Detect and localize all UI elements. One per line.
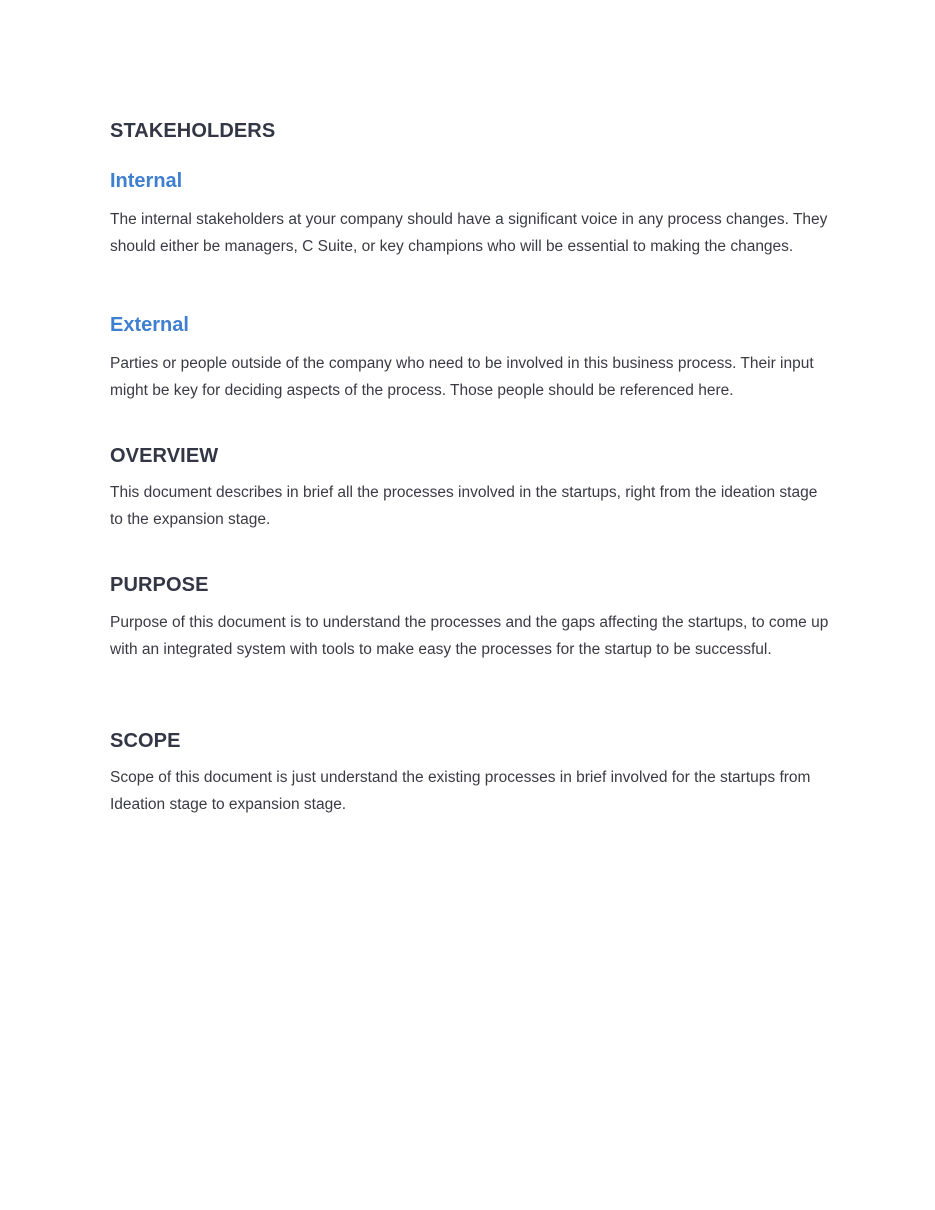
scope-paragraph: Scope of this document is just understand the existing processes in brief involved for the startups from Ideation stage to expansion stage. [110, 769, 811, 813]
overview-paragraph: This document describes in brief all the processes involved in the startups, right from the ideation stage to the expansion stage. [110, 484, 818, 528]
stakeholders-heading: STAKEHOLDERS [110, 120, 276, 142]
scope-heading: SCOPE [110, 730, 181, 752]
purpose-paragraph: Purpose of this document is to understand the processes and the gaps affecting the startups, to come up with an integrated system with tools to make easy the processes for the startup to be successful. [110, 614, 829, 658]
overview-heading: OVERVIEW [110, 445, 219, 467]
internal-subheading: Internal [110, 170, 183, 192]
internal-paragraph: The internal stakeholders at your company should have a significant voice in any process changes. They should either be managers, C Suite, or key champions who will be essential to making the changes. [110, 211, 828, 255]
external-subheading: External [110, 314, 189, 336]
purpose-heading: PURPOSE [110, 574, 209, 596]
external-paragraph: Parties or people outside of the company who need to be involved in this business process. Their input might be key for deciding aspects of the process. Those people should be referenced here. [110, 355, 814, 399]
